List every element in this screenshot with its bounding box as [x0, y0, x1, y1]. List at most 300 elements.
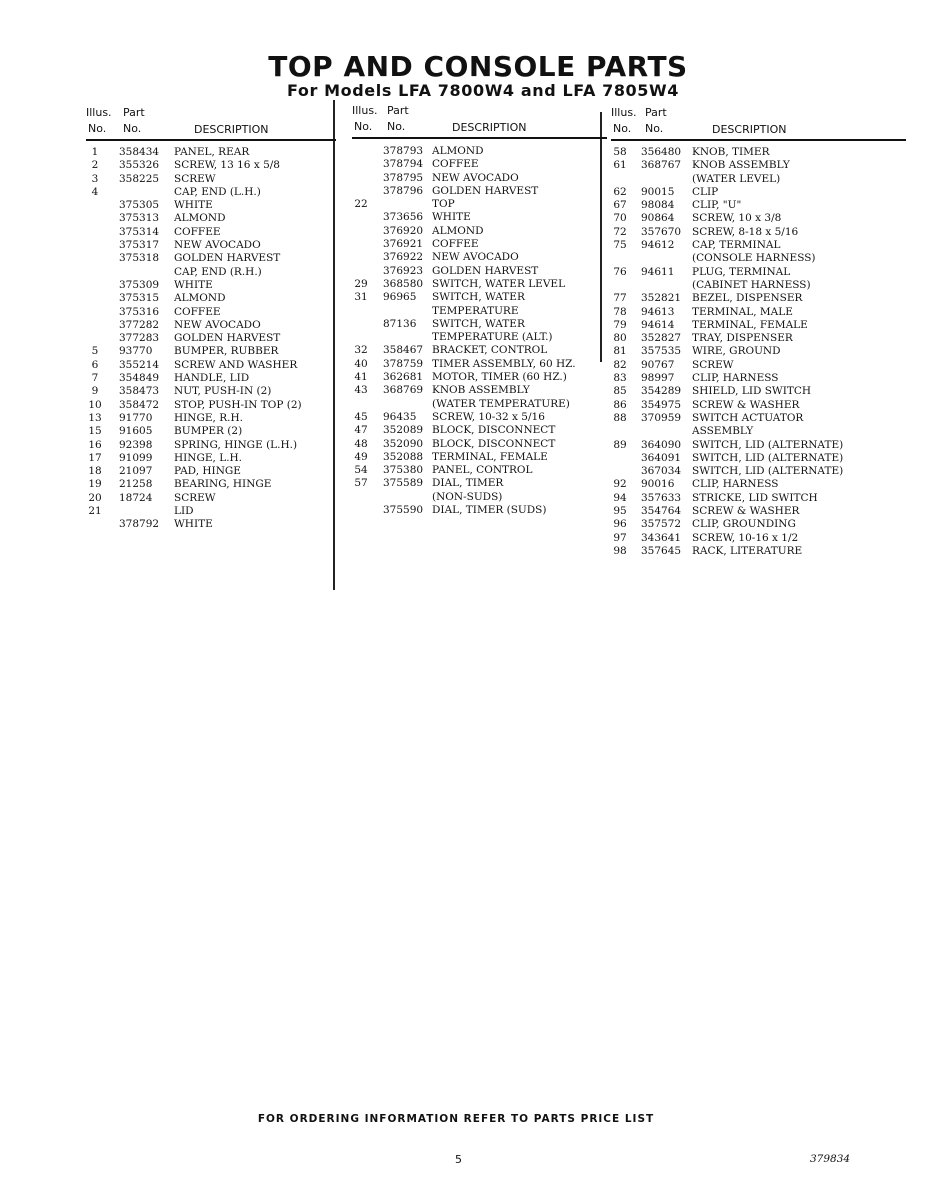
part-number: 375589 — [383, 477, 424, 490]
part-number: 93770 — [119, 345, 153, 358]
part-row — [352, 371, 602, 384]
part-row — [352, 278, 602, 291]
illus-number: 81 — [613, 345, 627, 358]
part-number: 94613 — [641, 305, 675, 318]
part-description: STOP, PUSH-IN TOP (2) — [174, 398, 302, 411]
part-row — [611, 372, 861, 385]
illus-number: 57 — [354, 477, 368, 490]
part-row — [352, 491, 602, 504]
part-row — [86, 399, 336, 412]
part-number: 373656 — [383, 211, 424, 224]
illus-number: 62 — [613, 185, 627, 198]
part-row — [352, 158, 602, 171]
part-number: 94611 — [641, 265, 675, 278]
part-row — [611, 186, 861, 199]
part-number: 96435 — [383, 410, 417, 423]
part-row — [611, 226, 861, 239]
illus-number: 10 — [88, 398, 102, 411]
part-row — [352, 265, 602, 278]
illus-number: 48 — [354, 437, 368, 450]
part-description: CAP, END (L.H.) — [174, 185, 261, 198]
illus-number: 17 — [88, 451, 102, 464]
part-number: 354975 — [641, 398, 682, 411]
part-description: SWITCH, LID (ALTERNATE) — [692, 465, 844, 478]
part-number: 96965 — [383, 291, 417, 304]
part-description: SHIELD, LID SWITCH — [692, 385, 812, 398]
illus-number: 76 — [613, 265, 627, 278]
part-description: WHITE — [174, 518, 213, 531]
header-rule — [611, 139, 906, 141]
part-description: COFFEE — [174, 225, 221, 238]
part-number: 375309 — [119, 278, 160, 291]
part-number: 377282 — [119, 318, 160, 331]
part-row — [611, 518, 861, 531]
part-row — [86, 186, 336, 199]
illus-number: 82 — [613, 358, 627, 371]
part-number: 91770 — [119, 411, 153, 424]
part-description: COFFEE — [432, 238, 479, 251]
part-number: 90864 — [641, 212, 675, 225]
part-description: GOLDEN HARVEST — [432, 264, 539, 277]
part-description: (WATER TEMPERATURE) — [432, 397, 570, 410]
part-row — [86, 199, 336, 212]
part-label: Part — [123, 106, 145, 119]
part-number: 375314 — [119, 225, 160, 238]
part-number: 375317 — [119, 239, 160, 252]
part-number: 356480 — [641, 146, 682, 158]
part-description: HINGE, R.H. — [174, 411, 243, 424]
part-description: KNOB, TIMER — [692, 146, 770, 158]
part-number: 375313 — [119, 212, 160, 225]
parts-column-2 — [352, 104, 602, 517]
part-description: NEW AVOCADO — [432, 251, 519, 264]
illus-number: 5 — [91, 345, 99, 358]
part-row — [611, 319, 861, 332]
part-description: CAP, END (R.H.) — [174, 265, 262, 278]
part-row — [86, 505, 336, 518]
part-description: TIMER ASSEMBLY, 60 HZ. — [432, 357, 576, 370]
part-row — [611, 266, 861, 279]
part-description: SCREW AND WASHER — [174, 358, 298, 371]
description-label: DESCRIPTION — [194, 123, 269, 136]
part-row — [352, 331, 602, 344]
part-description: TERMINAL, FEMALE — [432, 450, 548, 463]
part-row — [611, 239, 861, 252]
part-number: 18724 — [119, 491, 153, 504]
part-description: COFFEE — [432, 158, 479, 171]
part-row — [86, 319, 336, 332]
part-description: BUMPER (2) — [174, 425, 243, 438]
part-row — [611, 199, 861, 212]
part-row — [611, 478, 861, 491]
part-number: 357645 — [641, 544, 682, 557]
part-row — [611, 212, 861, 225]
illus-number: 92 — [613, 478, 627, 491]
part-number: 354289 — [641, 385, 682, 398]
part-description: NEW AVOCADO — [432, 171, 519, 184]
part-row — [352, 384, 602, 397]
part-description: GOLDEN HARVEST — [432, 184, 539, 197]
part-row — [86, 452, 336, 465]
part-row — [611, 465, 861, 478]
illus-number: 13 — [88, 411, 102, 424]
part-row — [352, 251, 602, 264]
part-number: 375315 — [119, 292, 160, 305]
part-description: ASSEMBLY — [692, 425, 754, 438]
part-description: WHITE — [432, 211, 471, 224]
part-row — [611, 532, 861, 545]
part-label: Part — [645, 106, 667, 119]
illus-number: 29 — [354, 277, 368, 290]
part-row — [611, 345, 861, 358]
illus-number: 79 — [613, 318, 627, 331]
part-description: TERMINAL, FEMALE — [692, 318, 808, 331]
part-description: WHITE — [174, 199, 213, 212]
part-description: STRICKE, LID SWITCH — [692, 491, 818, 504]
part-label: Part — [387, 104, 409, 117]
part-description: BLOCK, DISCONNECT — [432, 437, 556, 450]
illus-number: 72 — [613, 225, 627, 238]
part-number: 375305 — [119, 199, 160, 212]
part-description: BEZEL, DISPENSER — [692, 292, 803, 305]
part-description: CLIP, HARNESS — [692, 372, 779, 385]
part-description: CLIP, "U" — [692, 199, 742, 212]
part-number: 352088 — [383, 450, 424, 463]
part-number: 98084 — [641, 199, 675, 212]
part-description: PAD, HINGE — [174, 465, 241, 478]
part-number: 367034 — [641, 465, 682, 478]
part-description: (NON-SUDS) — [432, 490, 503, 503]
part-number: 98997 — [641, 372, 675, 385]
illus-number: 78 — [613, 305, 627, 318]
part-row — [86, 306, 336, 319]
part-description: BRACKET, CONTROL — [432, 344, 548, 357]
illus-label: Illus. — [86, 106, 112, 119]
part-description: SCREW — [174, 491, 216, 504]
part-description: ALMOND — [432, 224, 484, 237]
part-number: 87136 — [383, 317, 417, 330]
part-row — [86, 345, 336, 358]
part-description: SCREW, 10-32 x 5/16 — [432, 410, 545, 423]
part-description: SCREW — [174, 172, 216, 185]
part-description: CLIP, HARNESS — [692, 478, 779, 491]
part-number: 378793 — [383, 145, 424, 157]
page-number: 5 — [455, 1153, 462, 1166]
illus-number: 19 — [88, 478, 102, 491]
part-number: 378759 — [383, 357, 424, 370]
part-row — [611, 385, 861, 398]
part-row — [352, 398, 602, 411]
illus-number: 98 — [613, 544, 627, 557]
illus-no-label: No. — [613, 122, 632, 135]
part-row — [611, 545, 861, 558]
description-label: DESCRIPTION — [452, 121, 527, 134]
part-row — [611, 279, 861, 292]
part-row — [86, 425, 336, 438]
part-row — [352, 305, 602, 318]
part-number: 358225 — [119, 172, 160, 185]
part-number: 21258 — [119, 478, 153, 491]
part-number: 368769 — [383, 384, 424, 397]
part-row — [352, 225, 602, 238]
part-number: 364090 — [641, 438, 682, 451]
part-row — [352, 318, 602, 331]
part-description: COFFEE — [174, 305, 221, 318]
illus-number: 22 — [354, 198, 368, 211]
part-row — [611, 332, 861, 345]
header-rule — [86, 139, 336, 141]
illus-number: 61 — [613, 159, 627, 172]
illus-number: 4 — [91, 185, 99, 198]
part-row — [611, 412, 861, 425]
part-number: 357535 — [641, 345, 682, 358]
part-description: WIRE, GROUND — [692, 345, 781, 358]
part-number: 352827 — [641, 332, 682, 345]
part-description: NUT, PUSH-IN (2) — [174, 385, 272, 398]
part-description: SCREW, 13 16 x 5/8 — [174, 159, 280, 172]
illus-number: 43 — [354, 384, 368, 397]
illus-label: Illus. — [611, 106, 637, 119]
description-label: DESCRIPTION — [712, 123, 787, 136]
part-description: LID — [174, 505, 194, 518]
part-row — [611, 306, 861, 319]
part-description: SPRING, HINGE (L.H.) — [174, 438, 298, 451]
part-row — [86, 279, 336, 292]
part-number: 91605 — [119, 425, 153, 438]
part-row — [86, 173, 336, 186]
illus-number: 94 — [613, 491, 627, 504]
part-description: ALMOND — [174, 212, 226, 225]
part-description: SWITCH, WATER — [432, 291, 525, 304]
part-row — [352, 424, 602, 437]
illus-number: 45 — [354, 410, 368, 423]
part-description: (CABINET HARNESS) — [692, 278, 811, 291]
part-number: 375318 — [119, 252, 160, 265]
part-no-label: No. — [645, 122, 664, 135]
part-row — [86, 146, 336, 159]
part-number: 370959 — [641, 411, 682, 424]
page-subtitle: For Models LFA 7800W4 and LFA 7805W4 — [286, 81, 680, 100]
part-description: CLIP — [692, 185, 719, 198]
part-row — [352, 358, 602, 371]
part-description: RACK, LITERATURE — [692, 544, 803, 557]
illus-number: 75 — [613, 239, 627, 252]
part-description: GOLDEN HARVEST — [174, 332, 281, 345]
part-description: TEMPERATURE (ALT.) — [432, 331, 553, 344]
part-row — [352, 145, 602, 158]
part-description: SWITCH, WATER — [432, 317, 525, 330]
part-row — [611, 425, 861, 438]
part-description: PANEL, CONTROL — [432, 464, 533, 477]
illus-number: 58 — [613, 146, 627, 158]
part-row — [611, 439, 861, 452]
parts-column-1 — [86, 106, 336, 532]
part-number: 362681 — [383, 371, 424, 384]
part-description: ALMOND — [432, 145, 484, 157]
part-description: SWITCH ACTUATOR — [692, 411, 804, 424]
part-row — [86, 332, 336, 345]
part-row — [86, 266, 336, 279]
part-number: 358434 — [119, 146, 160, 158]
part-description: SCREW & WASHER — [692, 398, 800, 411]
part-number: 375590 — [383, 504, 424, 517]
illus-number: 85 — [613, 385, 627, 398]
part-description: BUMPER, RUBBER — [174, 345, 279, 358]
part-row — [86, 412, 336, 425]
part-description: SCREW, 8-18 x 5/16 — [692, 225, 799, 238]
illus-number: 18 — [88, 465, 102, 478]
part-description: TEMPERATURE — [432, 304, 519, 317]
part-row — [352, 504, 602, 517]
part-description: WHITE — [174, 278, 213, 291]
part-number: 352821 — [641, 292, 682, 305]
part-description: SWITCH, WATER LEVEL — [432, 277, 566, 290]
part-number: 376923 — [383, 264, 424, 277]
part-row — [352, 344, 602, 357]
illus-number: 16 — [88, 438, 102, 451]
part-no-label: No. — [123, 122, 142, 135]
illus-number: 40 — [354, 357, 368, 370]
part-number: 352090 — [383, 437, 424, 450]
part-row — [86, 372, 336, 385]
part-row — [352, 172, 602, 185]
part-row — [86, 212, 336, 225]
part-number: 91099 — [119, 451, 153, 464]
part-row — [611, 452, 861, 465]
part-row — [611, 146, 861, 159]
part-row — [611, 252, 861, 265]
part-number: 368767 — [641, 159, 682, 172]
part-row — [352, 198, 602, 211]
part-description: ALMOND — [174, 292, 226, 305]
part-number: 92398 — [119, 438, 153, 451]
part-row — [611, 399, 861, 412]
part-number: 378794 — [383, 158, 424, 171]
part-row — [352, 211, 602, 224]
part-row — [611, 492, 861, 505]
illus-number: 21 — [88, 505, 102, 518]
part-number: 368580 — [383, 277, 424, 290]
document-code: 379834 — [810, 1153, 851, 1165]
part-number: 94612 — [641, 239, 675, 252]
part-description: PLUG, TERMINAL — [692, 265, 791, 278]
illus-number: 96 — [613, 518, 627, 531]
illus-number: 31 — [354, 291, 368, 304]
part-number: 364091 — [641, 451, 682, 464]
part-number: 358467 — [383, 344, 424, 357]
part-row — [86, 226, 336, 239]
illus-number: 83 — [613, 372, 627, 385]
part-row — [86, 518, 336, 531]
part-number: 358473 — [119, 385, 160, 398]
part-row — [611, 359, 861, 372]
part-number: 378792 — [119, 518, 160, 531]
part-number: 375316 — [119, 305, 160, 318]
part-description: MOTOR, TIMER (60 HZ.) — [432, 371, 567, 384]
part-description: HINGE, L.H. — [174, 451, 243, 464]
part-number: 357633 — [641, 491, 682, 504]
part-description: SCREW, 10 x 3/8 — [692, 212, 782, 225]
ordering-note: FOR ORDERING INFORMATION REFER TO PARTS PRICE LIST — [257, 1113, 655, 1125]
parts-column-3 — [611, 106, 861, 558]
part-row — [86, 385, 336, 398]
part-row — [352, 438, 602, 451]
part-description: BLOCK, DISCONNECT — [432, 424, 556, 437]
part-row — [86, 252, 336, 265]
part-description: HANDLE, LID — [174, 372, 250, 385]
part-number: 358472 — [119, 398, 160, 411]
illus-number: 67 — [613, 199, 627, 212]
part-description: DIAL, TIMER — [432, 477, 504, 490]
part-row — [352, 185, 602, 198]
part-description: SWITCH, LID (ALTERNATE) — [692, 451, 844, 464]
part-description: SCREW, 10-16 x 1/2 — [692, 531, 799, 544]
illus-no-label: No. — [354, 120, 373, 133]
illus-number: 32 — [354, 344, 368, 357]
part-description: GOLDEN HARVEST — [174, 252, 281, 265]
part-number: 90767 — [641, 358, 675, 371]
part-row — [86, 465, 336, 478]
part-description: SCREW — [692, 358, 734, 371]
part-number: 376921 — [383, 238, 424, 251]
part-number: 357572 — [641, 518, 682, 531]
part-number: 378796 — [383, 184, 424, 197]
part-number: 355326 — [119, 159, 160, 172]
illus-number: 70 — [613, 212, 627, 225]
illus-number: 7 — [91, 372, 99, 385]
part-description: KNOB ASSEMBLY — [432, 384, 530, 397]
part-description: (CONSOLE HARNESS) — [692, 252, 816, 265]
part-description: CLIP, GROUNDING — [692, 518, 796, 531]
part-description: SCREW & WASHER — [692, 505, 800, 518]
part-row — [611, 505, 861, 518]
part-no-label: No. — [387, 120, 406, 133]
column-header — [86, 106, 336, 142]
part-number: 377283 — [119, 332, 160, 345]
part-row — [86, 478, 336, 491]
illus-number: 47 — [354, 424, 368, 437]
part-number: 357670 — [641, 225, 682, 238]
part-number: 354764 — [641, 505, 682, 518]
part-description: PANEL, REAR — [174, 146, 250, 158]
illus-label: Illus. — [352, 104, 378, 117]
part-number: 376920 — [383, 224, 424, 237]
illus-number: 86 — [613, 398, 627, 411]
illus-number: 89 — [613, 438, 627, 451]
illus-number: 1 — [91, 146, 99, 158]
illus-number: 80 — [613, 332, 627, 345]
column-header — [352, 104, 602, 140]
part-description: BEARING, HINGE — [174, 478, 272, 491]
part-row — [352, 464, 602, 477]
part-description: TOP — [432, 198, 455, 211]
part-row — [352, 477, 602, 490]
part-number: 376922 — [383, 251, 424, 264]
column-header — [611, 106, 861, 142]
page-title: TOP AND CONSOLE PARTS — [268, 50, 688, 83]
part-description: CAP, TERMINAL — [692, 239, 781, 252]
part-row — [611, 159, 861, 172]
part-row — [86, 359, 336, 372]
illus-number: 15 — [88, 425, 102, 438]
illus-number: 77 — [613, 292, 627, 305]
part-row — [611, 173, 861, 186]
illus-number: 2 — [91, 159, 99, 172]
part-row — [352, 411, 602, 424]
part-number: 94614 — [641, 318, 675, 331]
part-row — [352, 451, 602, 464]
part-row — [86, 292, 336, 305]
